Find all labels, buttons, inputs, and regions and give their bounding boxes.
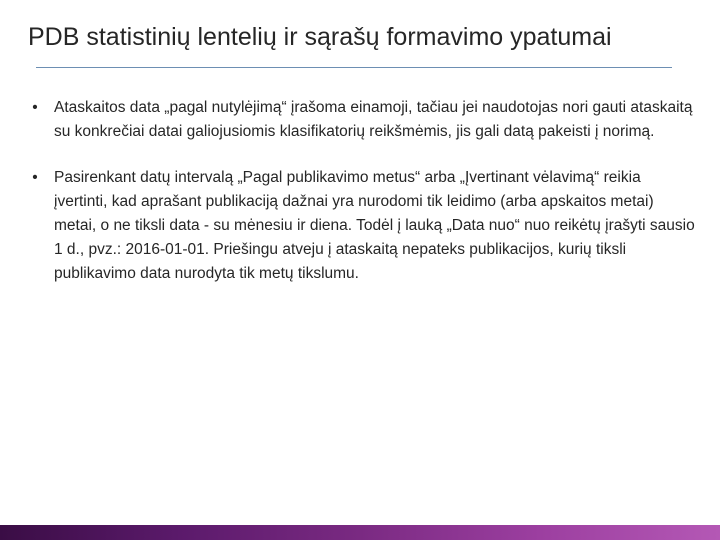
bullet-marker: • [32,169,38,186]
bullet-text: Pasirenkant datų intervalą „Pagal publikavimo metus“ arba „Įvertinant vėlavimą“ reikia įvertinti, kad aprašant publikaciją dažnai yra nurodomi tik leidimo (arba apskaitos metai) metai, o ne tiksli data - su mėnesiu ir diena. Todėl į lauką „Data nuo“ nuo reikėtų įrašyti sausio 1 d., pvz.: 2016-01-01. Priešingu atveju į ataskaitą nepateks publikacijos, kurių tiksli publikavimo data nurodyta tik metų tikslumu. [54,169,695,282]
bullet-text: Ataskaitos data „pagal nutylėjimą“ įrašoma einamoji, tačiau jei naudotojas nori gauti ataskaitą su konkrečiai datai galiojusiomis klasifikatorių reikšmėmis, jis gali datą pakeisti į norimą. [54,99,693,140]
slide-title: PDB statistinių lentelių ir sąrašų formavimo ypatumai [28,23,612,51]
bottom-decor-bar [0,525,720,540]
bullet-list [28,96,696,286]
bullet-marker: • [32,99,38,116]
bullet-item-2 [28,166,696,286]
title-divider [36,67,672,68]
bullet-item-1 [28,96,696,144]
